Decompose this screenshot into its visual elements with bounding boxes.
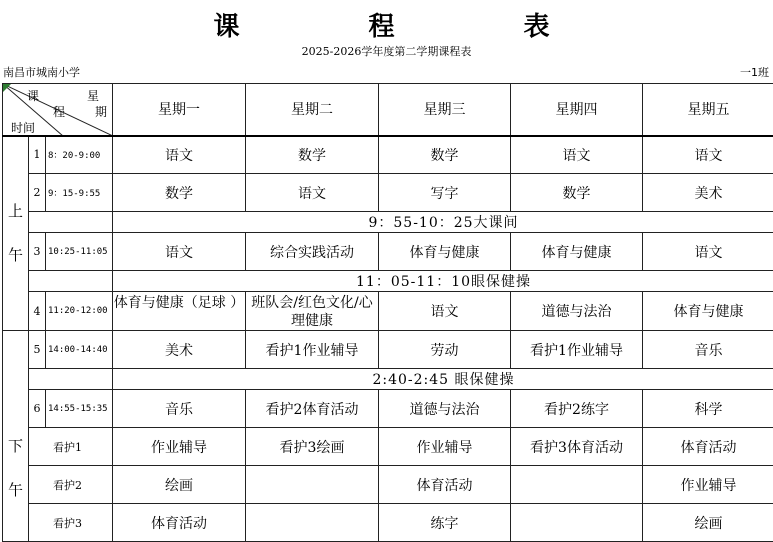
class-cell: 数学 [246,136,379,174]
class-cell [246,466,379,504]
period-number: 5 [29,331,46,369]
break-label: 2:40-2:45 眼保健操 [113,369,773,390]
class-cell: 劳动 [379,331,511,369]
class-cell: 体育活动 [379,466,511,504]
corner-ke: 课 [27,87,39,104]
class-cell [246,504,379,542]
class-cell: 科学 [643,390,773,428]
class-cell: 绘画 [643,504,773,542]
class-cell: 看护2练字 [511,390,643,428]
class-cell: 音乐 [113,390,246,428]
class-cell: 作业辅导 [113,428,246,466]
period-time: 11:20-12:00 [46,292,113,331]
class-cell: 语文 [379,292,511,331]
period-number: 4 [29,292,46,331]
class-cell: 看护3绘画 [246,428,379,466]
class-name: 一1班 [740,64,769,80]
class-cell: 看护3体育活动 [511,428,643,466]
care-row [3,428,773,466]
class-cell: 数学 [511,174,643,212]
break-spacer [29,212,113,233]
corner-time: 时间 [11,119,35,136]
class-cell [511,504,643,542]
class-cell: 综合实践活动 [246,233,379,271]
class-cell: 语文 [113,233,246,271]
page-subtitle: 2025-2026学年度第二学期课程表 [0,43,773,59]
class-cell [511,466,643,504]
afternoon-label: 下 午 [3,331,29,542]
period-row [3,174,773,212]
class-cell: 看护1作业辅导 [246,331,379,369]
period-row [3,292,773,331]
page-title: 课 程 表 [0,6,773,43]
period-number: 6 [29,390,46,428]
class-cell: 语文 [113,136,246,174]
class-cell: 写字 [379,174,511,212]
class-cell: 体育活动 [113,504,246,542]
header-row [3,84,773,136]
period-time: 14:55-15:35 [46,390,113,428]
class-cell: 美术 [643,174,773,212]
break-label: 9：55-10：25大课间 [113,212,773,233]
morning-label: 上 午 [3,136,29,331]
period-time: 10:25-11:05 [46,233,113,271]
class-cell: 体育与健康 [643,292,773,331]
break-label: 11：05-11：10眼保健操 [113,271,773,292]
period-row [3,390,773,428]
corner-cheng: 程 [53,103,65,120]
period-number: 3 [29,233,46,271]
class-cell: 数学 [379,136,511,174]
class-cell: 班队会/红色文化/心理健康 [246,292,379,331]
period-row [3,136,773,174]
break-spacer [29,271,113,292]
class-cell: 作业辅导 [379,428,511,466]
care-row [3,504,773,542]
corner-cell [3,84,113,136]
day-header: 星期五 [643,84,773,136]
class-cell: 音乐 [643,331,773,369]
period-row [3,233,773,271]
class-cell: 道德与法治 [379,390,511,428]
class-cell: 绘画 [113,466,246,504]
class-cell: 体育活动 [643,428,773,466]
break-spacer [29,369,113,390]
break-row [3,369,773,390]
timetable [2,83,773,542]
care-label: 看护1 [29,428,113,466]
day-header: 星期二 [246,84,379,136]
care-label: 看护2 [29,466,113,504]
day-header: 星期三 [379,84,511,136]
class-cell: 体育与健康 [511,233,643,271]
period-number: 1 [29,136,46,174]
day-header: 星期四 [511,84,643,136]
class-cell: 语文 [246,174,379,212]
period-row [3,331,773,369]
class-cell: 作业辅导 [643,466,773,504]
break-row [3,212,773,233]
class-cell: 美术 [113,331,246,369]
class-cell: 语文 [643,136,773,174]
class-cell: 语文 [643,233,773,271]
class-cell: 练字 [379,504,511,542]
class-cell: 道德与法治 [511,292,643,331]
period-time: 8：20-9:00 [46,136,113,174]
class-cell: 看护2体育活动 [246,390,379,428]
care-row [3,466,773,504]
class-cell: 看护1作业辅导 [511,331,643,369]
school-name: 南昌市城南小学 [3,64,80,80]
class-cell: 数学 [113,174,246,212]
period-time: 9：15-9:55 [46,174,113,212]
care-label: 看护3 [29,504,113,542]
corner-xing: 星 [87,87,99,104]
day-header: 星期一 [113,84,246,136]
class-cell: 语文 [511,136,643,174]
break-row [3,271,773,292]
class-cell: 体育与健康 [379,233,511,271]
corner-qi: 期 [95,103,107,120]
class-cell: 体育与健康（足球 ） [113,292,246,331]
period-time: 14:00-14:40 [46,331,113,369]
period-number: 2 [29,174,46,212]
